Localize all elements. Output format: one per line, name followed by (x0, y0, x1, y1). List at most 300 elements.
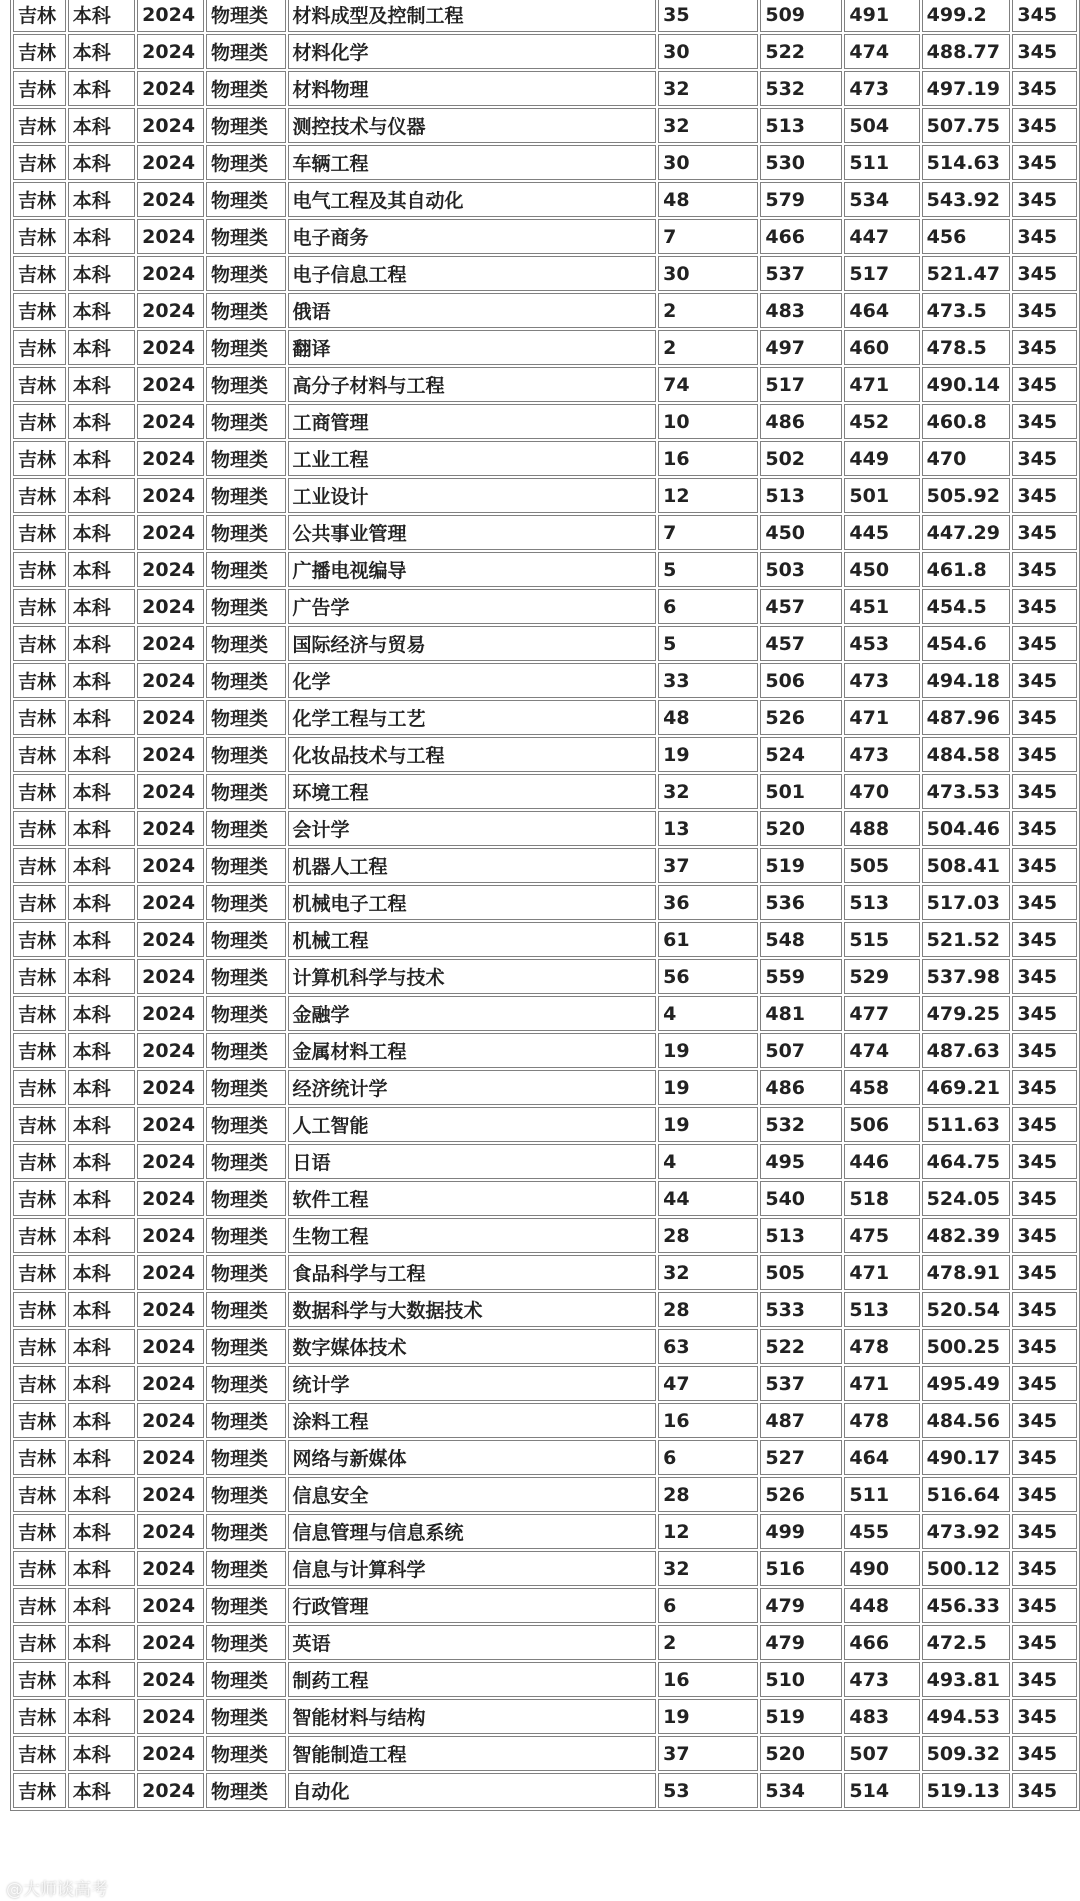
min-score-cell: 517 (844, 256, 919, 291)
max-score-cell: 457 (760, 626, 842, 661)
table-row (13, 1662, 1077, 1697)
table-row (13, 404, 1077, 439)
max-score-cell: 534 (760, 1773, 842, 1808)
major-name-cell: 涂料工程 (288, 1403, 657, 1438)
major-name-cell: 电气工程及其自动化 (288, 182, 657, 217)
subject-type-cell: 物理类 (206, 1662, 286, 1697)
major-name-cell: 测控技术与仪器 (288, 108, 657, 143)
table-row (13, 1699, 1077, 1734)
avg-score-cell: 537.98 (922, 959, 1011, 994)
plan-count-cell: 16 (658, 1662, 758, 1697)
plan-count-cell: 7 (658, 219, 758, 254)
batch-cell: 本科 (68, 1366, 135, 1401)
major-name-cell: 电子信息工程 (288, 256, 657, 291)
major-name-cell: 人工智能 (288, 1107, 657, 1142)
plan-count-cell: 19 (658, 1070, 758, 1105)
province-cell: 吉林 (13, 1366, 66, 1401)
avg-score-cell: 508.41 (922, 848, 1011, 883)
table-row (13, 182, 1077, 217)
province-cell: 吉林 (13, 34, 66, 69)
min-score-cell: 471 (844, 700, 919, 735)
batch-cell: 本科 (68, 811, 135, 846)
avg-score-cell: 543.92 (922, 182, 1011, 217)
avg-score-cell: 521.52 (922, 922, 1011, 957)
avg-score-cell: 487.63 (922, 1033, 1011, 1068)
avg-score-cell: 500.25 (922, 1329, 1011, 1364)
table-row (13, 626, 1077, 661)
plan-count-cell: 16 (658, 1403, 758, 1438)
major-name-cell: 数字媒体技术 (288, 1329, 657, 1364)
min-score-cell: 490 (844, 1551, 919, 1586)
min-score-cell: 452 (844, 404, 919, 439)
province-cell: 吉林 (13, 1292, 66, 1327)
major-name-cell: 翻译 (288, 330, 657, 365)
subject-type-cell: 物理类 (206, 1033, 286, 1068)
avg-score-cell: 488.77 (922, 34, 1011, 69)
subject-type-cell: 物理类 (206, 515, 286, 550)
batch-cell: 本科 (68, 1736, 135, 1771)
plan-count-cell: 30 (658, 145, 758, 180)
batch-cell: 本科 (68, 145, 135, 180)
province-cell: 吉林 (13, 626, 66, 661)
province-cell: 吉林 (13, 182, 66, 217)
table-row (13, 1440, 1077, 1475)
subject-type-cell: 物理类 (206, 1070, 286, 1105)
year-cell: 2024 (137, 922, 204, 957)
min-score-cell: 474 (844, 34, 919, 69)
major-name-cell: 机械电子工程 (288, 885, 657, 920)
plan-count-cell: 16 (658, 441, 758, 476)
year-cell: 2024 (137, 367, 204, 402)
table-row (13, 441, 1077, 476)
year-cell: 2024 (137, 1255, 204, 1290)
max-score-cell: 502 (760, 441, 842, 476)
max-score-cell: 501 (760, 774, 842, 809)
batch-cell: 本科 (68, 1440, 135, 1475)
plan-count-cell: 28 (658, 1292, 758, 1327)
avg-score-cell: 504.46 (922, 811, 1011, 846)
avg-score-cell: 509.32 (922, 1736, 1011, 1771)
year-cell: 2024 (137, 1551, 204, 1586)
province-cell: 吉林 (13, 71, 66, 106)
max-score-cell: 536 (760, 885, 842, 920)
major-name-cell: 食品科学与工程 (288, 1255, 657, 1290)
subject-type-cell: 物理类 (206, 552, 286, 587)
control-line-cell: 345 (1012, 1181, 1077, 1216)
max-score-cell: 548 (760, 922, 842, 957)
subject-type-cell: 物理类 (206, 404, 286, 439)
min-score-cell: 445 (844, 515, 919, 550)
control-line-cell: 345 (1012, 700, 1077, 735)
batch-cell: 本科 (68, 330, 135, 365)
table-body (13, 0, 1077, 1808)
plan-count-cell: 28 (658, 1218, 758, 1253)
max-score-cell: 483 (760, 293, 842, 328)
province-cell: 吉林 (13, 1218, 66, 1253)
max-score-cell: 526 (760, 700, 842, 735)
avg-score-cell: 484.58 (922, 737, 1011, 772)
province-cell: 吉林 (13, 0, 66, 32)
avg-score-cell: 516.64 (922, 1477, 1011, 1512)
year-cell: 2024 (137, 1366, 204, 1401)
major-name-cell: 工业设计 (288, 478, 657, 513)
major-name-cell: 生物工程 (288, 1218, 657, 1253)
table-row (13, 108, 1077, 143)
control-line-cell: 345 (1012, 1588, 1077, 1623)
plan-count-cell: 12 (658, 1514, 758, 1549)
year-cell: 2024 (137, 1662, 204, 1697)
max-score-cell: 519 (760, 1699, 842, 1734)
major-name-cell: 行政管理 (288, 1588, 657, 1623)
year-cell: 2024 (137, 145, 204, 180)
table-row (13, 1625, 1077, 1660)
table-row (13, 1070, 1077, 1105)
min-score-cell: 529 (844, 959, 919, 994)
year-cell: 2024 (137, 1699, 204, 1734)
major-name-cell: 工商管理 (288, 404, 657, 439)
control-line-cell: 345 (1012, 108, 1077, 143)
plan-count-cell: 53 (658, 1773, 758, 1808)
province-cell: 吉林 (13, 256, 66, 291)
control-line-cell: 345 (1012, 848, 1077, 883)
table-row (13, 71, 1077, 106)
major-name-cell: 化妆品技术与工程 (288, 737, 657, 772)
year-cell: 2024 (137, 626, 204, 661)
plan-count-cell: 4 (658, 996, 758, 1031)
avg-score-cell: 511.63 (922, 1107, 1011, 1142)
table-row (13, 996, 1077, 1031)
table-row (13, 34, 1077, 69)
province-cell: 吉林 (13, 1477, 66, 1512)
min-score-cell: 515 (844, 922, 919, 957)
control-line-cell: 345 (1012, 1292, 1077, 1327)
max-score-cell: 486 (760, 1070, 842, 1105)
control-line-cell: 345 (1012, 515, 1077, 550)
major-name-cell: 制药工程 (288, 1662, 657, 1697)
year-cell: 2024 (137, 1144, 204, 1179)
major-name-cell: 智能制造工程 (288, 1736, 657, 1771)
max-score-cell: 527 (760, 1440, 842, 1475)
year-cell: 2024 (137, 478, 204, 513)
year-cell: 2024 (137, 1070, 204, 1105)
year-cell: 2024 (137, 552, 204, 587)
table-row (13, 293, 1077, 328)
control-line-cell: 345 (1012, 1366, 1077, 1401)
plan-count-cell: 48 (658, 182, 758, 217)
plan-count-cell: 2 (658, 1625, 758, 1660)
subject-type-cell: 物理类 (206, 737, 286, 772)
min-score-cell: 471 (844, 367, 919, 402)
control-line-cell: 345 (1012, 1625, 1077, 1660)
batch-cell: 本科 (68, 700, 135, 735)
table-row (13, 737, 1077, 772)
table-row (13, 1329, 1077, 1364)
avg-score-cell: 514.63 (922, 145, 1011, 180)
min-score-cell: 471 (844, 1366, 919, 1401)
plan-count-cell: 13 (658, 811, 758, 846)
min-score-cell: 466 (844, 1625, 919, 1660)
control-line-cell: 345 (1012, 663, 1077, 698)
max-score-cell: 537 (760, 256, 842, 291)
major-name-cell: 软件工程 (288, 1181, 657, 1216)
min-score-cell: 483 (844, 1699, 919, 1734)
batch-cell: 本科 (68, 996, 135, 1031)
min-score-cell: 455 (844, 1514, 919, 1549)
avg-score-cell: 461.8 (922, 552, 1011, 587)
control-line-cell: 345 (1012, 404, 1077, 439)
year-cell: 2024 (137, 1588, 204, 1623)
min-score-cell: 474 (844, 1033, 919, 1068)
major-name-cell: 化学 (288, 663, 657, 698)
province-cell: 吉林 (13, 1329, 66, 1364)
control-line-cell: 345 (1012, 145, 1077, 180)
subject-type-cell: 物理类 (206, 145, 286, 180)
batch-cell: 本科 (68, 552, 135, 587)
major-name-cell: 信息管理与信息系统 (288, 1514, 657, 1549)
avg-score-cell: 478.91 (922, 1255, 1011, 1290)
subject-type-cell: 物理类 (206, 996, 286, 1031)
subject-type-cell: 物理类 (206, 663, 286, 698)
max-score-cell: 487 (760, 1403, 842, 1438)
province-cell: 吉林 (13, 1181, 66, 1216)
batch-cell: 本科 (68, 515, 135, 550)
province-cell: 吉林 (13, 552, 66, 587)
major-name-cell: 计算机科学与技术 (288, 959, 657, 994)
control-line-cell: 345 (1012, 1144, 1077, 1179)
table-row (13, 1403, 1077, 1438)
control-line-cell: 345 (1012, 626, 1077, 661)
min-score-cell: 504 (844, 108, 919, 143)
min-score-cell: 534 (844, 182, 919, 217)
subject-type-cell: 物理类 (206, 1477, 286, 1512)
province-cell: 吉林 (13, 145, 66, 180)
avg-score-cell: 456.33 (922, 1588, 1011, 1623)
table-row (13, 774, 1077, 809)
max-score-cell: 520 (760, 1736, 842, 1771)
province-cell: 吉林 (13, 589, 66, 624)
min-score-cell: 478 (844, 1403, 919, 1438)
province-cell: 吉林 (13, 1070, 66, 1105)
min-score-cell: 505 (844, 848, 919, 883)
batch-cell: 本科 (68, 1255, 135, 1290)
avg-score-cell: 494.18 (922, 663, 1011, 698)
province-cell: 吉林 (13, 848, 66, 883)
min-score-cell: 473 (844, 737, 919, 772)
max-score-cell: 497 (760, 330, 842, 365)
min-score-cell: 471 (844, 1255, 919, 1290)
year-cell: 2024 (137, 1403, 204, 1438)
avg-score-cell: 499.2 (922, 0, 1011, 32)
major-name-cell: 会计学 (288, 811, 657, 846)
min-score-cell: 464 (844, 1440, 919, 1475)
table-row (13, 367, 1077, 402)
control-line-cell: 345 (1012, 1736, 1077, 1771)
control-line-cell: 345 (1012, 774, 1077, 809)
year-cell: 2024 (137, 34, 204, 69)
province-cell: 吉林 (13, 1440, 66, 1475)
province-cell: 吉林 (13, 885, 66, 920)
avg-score-cell: 494.53 (922, 1699, 1011, 1734)
year-cell: 2024 (137, 737, 204, 772)
min-score-cell: 458 (844, 1070, 919, 1105)
batch-cell: 本科 (68, 1699, 135, 1734)
max-score-cell: 559 (760, 959, 842, 994)
table-row (13, 515, 1077, 550)
control-line-cell: 345 (1012, 1440, 1077, 1475)
subject-type-cell: 物理类 (206, 330, 286, 365)
year-cell: 2024 (137, 71, 204, 106)
table-row (13, 1551, 1077, 1586)
min-score-cell: 518 (844, 1181, 919, 1216)
max-score-cell: 513 (760, 478, 842, 513)
province-cell: 吉林 (13, 737, 66, 772)
min-score-cell: 447 (844, 219, 919, 254)
major-name-cell: 广播电视编导 (288, 552, 657, 587)
batch-cell: 本科 (68, 737, 135, 772)
batch-cell: 本科 (68, 219, 135, 254)
batch-cell: 本科 (68, 71, 135, 106)
year-cell: 2024 (137, 330, 204, 365)
batch-cell: 本科 (68, 404, 135, 439)
year-cell: 2024 (137, 1329, 204, 1364)
table-row (13, 1514, 1077, 1549)
province-cell: 吉林 (13, 1662, 66, 1697)
avg-score-cell: 493.81 (922, 1662, 1011, 1697)
subject-type-cell: 物理类 (206, 367, 286, 402)
province-cell: 吉林 (13, 293, 66, 328)
year-cell: 2024 (137, 515, 204, 550)
control-line-cell: 345 (1012, 478, 1077, 513)
batch-cell: 本科 (68, 959, 135, 994)
province-cell: 吉林 (13, 515, 66, 550)
control-line-cell: 345 (1012, 0, 1077, 32)
avg-score-cell: 524.05 (922, 1181, 1011, 1216)
subject-type-cell: 物理类 (206, 1736, 286, 1771)
subject-type-cell: 物理类 (206, 626, 286, 661)
province-cell: 吉林 (13, 922, 66, 957)
table-row (13, 1033, 1077, 1068)
plan-count-cell: 30 (658, 256, 758, 291)
plan-count-cell: 47 (658, 1366, 758, 1401)
control-line-cell: 345 (1012, 367, 1077, 402)
batch-cell: 本科 (68, 663, 135, 698)
max-score-cell: 530 (760, 145, 842, 180)
year-cell: 2024 (137, 996, 204, 1031)
control-line-cell: 345 (1012, 1403, 1077, 1438)
min-score-cell: 464 (844, 293, 919, 328)
avg-score-cell: 519.13 (922, 1773, 1011, 1808)
major-name-cell: 广告学 (288, 589, 657, 624)
control-line-cell: 345 (1012, 1070, 1077, 1105)
min-score-cell: 514 (844, 1773, 919, 1808)
max-score-cell: 532 (760, 1107, 842, 1142)
control-line-cell: 345 (1012, 182, 1077, 217)
batch-cell: 本科 (68, 182, 135, 217)
year-cell: 2024 (137, 1218, 204, 1253)
avg-score-cell: 454.5 (922, 589, 1011, 624)
min-score-cell: 478 (844, 1329, 919, 1364)
subject-type-cell: 物理类 (206, 1329, 286, 1364)
batch-cell: 本科 (68, 441, 135, 476)
table-row (13, 1773, 1077, 1808)
max-score-cell: 509 (760, 0, 842, 32)
province-cell: 吉林 (13, 1033, 66, 1068)
batch-cell: 本科 (68, 1181, 135, 1216)
control-line-cell: 345 (1012, 1662, 1077, 1697)
avg-score-cell: 456 (922, 219, 1011, 254)
min-score-cell: 477 (844, 996, 919, 1031)
subject-type-cell: 物理类 (206, 811, 286, 846)
province-cell: 吉林 (13, 996, 66, 1031)
avg-score-cell: 478.5 (922, 330, 1011, 365)
table-row (13, 885, 1077, 920)
major-name-cell: 材料物理 (288, 71, 657, 106)
avg-score-cell: 460.8 (922, 404, 1011, 439)
batch-cell: 本科 (68, 108, 135, 143)
avg-score-cell: 473.53 (922, 774, 1011, 809)
subject-type-cell: 物理类 (206, 1551, 286, 1586)
batch-cell: 本科 (68, 1773, 135, 1808)
subject-type-cell: 物理类 (206, 478, 286, 513)
major-name-cell: 统计学 (288, 1366, 657, 1401)
plan-count-cell: 48 (658, 700, 758, 735)
control-line-cell: 345 (1012, 34, 1077, 69)
control-line-cell: 345 (1012, 996, 1077, 1031)
plan-count-cell: 44 (658, 1181, 758, 1216)
major-name-cell: 金属材料工程 (288, 1033, 657, 1068)
major-name-cell: 英语 (288, 1625, 657, 1660)
table-row (13, 1144, 1077, 1179)
plan-count-cell: 6 (658, 1440, 758, 1475)
major-name-cell: 高分子材料与工程 (288, 367, 657, 402)
year-cell: 2024 (137, 1440, 204, 1475)
subject-type-cell: 物理类 (206, 848, 286, 883)
major-name-cell: 公共事业管理 (288, 515, 657, 550)
plan-count-cell: 37 (658, 848, 758, 883)
batch-cell: 本科 (68, 1292, 135, 1327)
province-cell: 吉林 (13, 1403, 66, 1438)
plan-count-cell: 63 (658, 1329, 758, 1364)
control-line-cell: 345 (1012, 1218, 1077, 1253)
subject-type-cell: 物理类 (206, 256, 286, 291)
year-cell: 2024 (137, 1514, 204, 1549)
major-name-cell: 工业工程 (288, 441, 657, 476)
max-score-cell: 513 (760, 1218, 842, 1253)
control-line-cell: 345 (1012, 589, 1077, 624)
plan-count-cell: 5 (658, 552, 758, 587)
plan-count-cell: 4 (658, 1144, 758, 1179)
control-line-cell: 345 (1012, 1699, 1077, 1734)
year-cell: 2024 (137, 1477, 204, 1512)
year-cell: 2024 (137, 811, 204, 846)
plan-count-cell: 32 (658, 1255, 758, 1290)
min-score-cell: 488 (844, 811, 919, 846)
province-cell: 吉林 (13, 774, 66, 809)
batch-cell: 本科 (68, 1625, 135, 1660)
control-line-cell: 345 (1012, 811, 1077, 846)
province-cell: 吉林 (13, 367, 66, 402)
year-cell: 2024 (137, 589, 204, 624)
batch-cell: 本科 (68, 1403, 135, 1438)
year-cell: 2024 (137, 700, 204, 735)
plan-count-cell: 28 (658, 1477, 758, 1512)
year-cell: 2024 (137, 848, 204, 883)
major-name-cell: 网络与新媒体 (288, 1440, 657, 1475)
min-score-cell: 473 (844, 1662, 919, 1697)
province-cell: 吉林 (13, 330, 66, 365)
max-score-cell: 466 (760, 219, 842, 254)
plan-count-cell: 35 (658, 0, 758, 32)
